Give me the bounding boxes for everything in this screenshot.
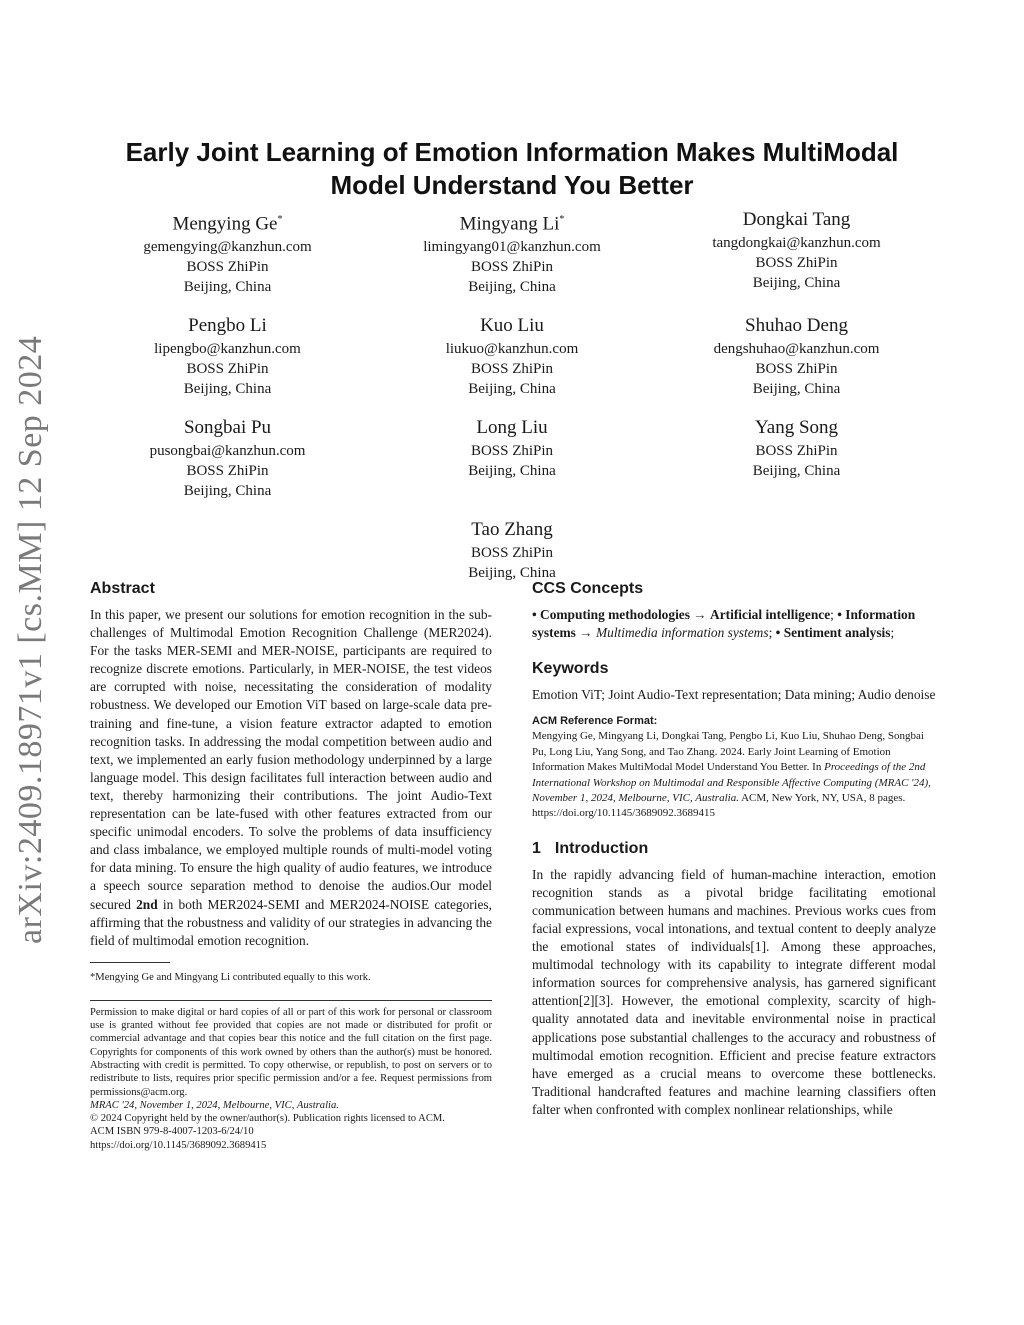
author-email: liukuo@kanzhun.com [445, 341, 579, 358]
ranking-bold: 2nd [136, 896, 158, 912]
permission-text: Permission to make digital or hard copies of all or part of this work for personal or classroom use is granted without fee provided that copies are not made or distributed for profit or commercial advantage and that copies bear this notice and the full citation on the first page. Copyrights for components of this work owned by others than the author(s) must be honored. Abstracting with credit is permitted. To copy otherwise, or republish, to post on servers or to redistribute to lists, requires prior specific permission and/or a fee. Request permissions from permissions@acm.org. [90, 1006, 492, 1098]
acm-reference-heading: ACM Reference Format: [532, 715, 658, 728]
arxiv-stamp: arXiv:2409.18971v1 [cs.MM] 12 Sep 2024 [12, 335, 49, 944]
author-org: BOSS ZhiPin [470, 545, 554, 562]
keywords-text: Emotion ViT; Joint Audio-Text representation; Data mining; Audio denoise [532, 687, 936, 703]
left-column [90, 578, 492, 1152]
author-row [90, 207, 934, 297]
author-name: Pengbo Li [188, 315, 267, 337]
author-org: BOSS ZhiPin [186, 259, 269, 276]
author-card [375, 207, 650, 297]
author-card [90, 415, 365, 501]
venue-line: MRAC '24, November 1, 2024, Melbourne, VIC, Australia. [90, 1099, 339, 1111]
author-row [90, 313, 934, 399]
title-line-1: Early Joint Learning of Emotion Information Makes MultiModal [125, 137, 899, 167]
author-name: Mengying Ge [172, 213, 278, 235]
author-location: Beijing, China [752, 275, 841, 291]
isbn-line: ACM ISBN 979-8-4007-1203-6/24/10 [90, 1126, 254, 1138]
author-email: gemengying@kanzhun.com [143, 239, 312, 256]
author-card [375, 313, 650, 399]
author-block [90, 207, 934, 599]
equal-contribution-footnote: *Mengying Ge and Mingyang Li contributed equally to this work. [90, 971, 371, 983]
author-card [90, 207, 365, 297]
ccs-concepts: • Computing methodologies → Artificial intelligence; • Information systems → Multimedia information systems; • Sentiment analysis; [532, 607, 916, 641]
copyright-line: © 2024 Copyright held by the owner/author(s). Publication rights licensed to ACM. [90, 1113, 445, 1125]
author-location: Beijing, China [183, 279, 272, 296]
author-email: tangdongkai@kanzhun.com [712, 235, 881, 251]
author-location: Beijing, China [752, 381, 841, 398]
author-location: Beijing, China [468, 463, 556, 480]
introduction-heading: 1 Introduction [532, 839, 649, 857]
author-location: Beijing, China [183, 381, 272, 398]
author-row [90, 517, 934, 583]
author-org: BOSS ZhiPin [186, 361, 269, 378]
author-email: pusongbai@kanzhun.com [149, 443, 306, 460]
right-column [532, 578, 936, 1119]
author-location: Beijing, China [183, 483, 272, 500]
author-name: Shuhao Deng [745, 315, 848, 337]
paper-title [80, 136, 944, 202]
author-org: BOSS ZhiPin [470, 443, 554, 460]
keywords-heading: Keywords [532, 660, 609, 678]
author-card [659, 207, 934, 297]
author-org: BOSS ZhiPin [755, 443, 838, 460]
author-org: BOSS ZhiPin [755, 361, 838, 378]
author-row [90, 415, 934, 501]
title-line-2: Model Understand You Better [330, 170, 694, 200]
author-name: Yang Song [754, 417, 839, 439]
author-card [90, 313, 365, 399]
author-location: Beijing, China [468, 279, 556, 296]
author-name: Dongkai Tang [742, 209, 851, 230]
equal-contribution-mark: * [277, 214, 283, 225]
author-name: Long Liu [476, 417, 548, 439]
author-location: Beijing, China [468, 381, 556, 398]
footnote-divider [90, 962, 170, 963]
author-org: BOSS ZhiPin [186, 463, 269, 480]
author-card [659, 313, 934, 399]
acm-reference-text: Mengying Ge, Mingyang Li, Dongkai Tang, Pengbo Li, Kuo Liu, Shuhao Deng, Songbai Pu, Long Liu, Yang Song, and Tao Zhang. 2024. Early Joint Learning of Emotion Information Makes MultiModal Model Understand You Better. In Proceedings of the 2nd International Workshop on Multimodal and Responsible Affective Computing (MRAC '24), November 1, 2024, Melbourne, VIC, Australia. ACM, New York, NY, USA, 8 pages. https://doi.org/10.1145/3689092.3689415 [532, 730, 931, 820]
author-org: BOSS ZhiPin [470, 259, 554, 276]
author-card [375, 415, 650, 501]
author-email: lipengbo@kanzhun.com [154, 341, 301, 358]
author-email: limingyang01@kanzhun.com [423, 239, 601, 256]
author-card [375, 517, 650, 583]
section-number: 1 [532, 839, 541, 857]
author-name: Mingyang Li [459, 213, 560, 235]
abstract-heading: Abstract [90, 580, 155, 597]
author-name: Kuo Liu [480, 315, 544, 337]
author-email: dengshuhao@kanzhun.com [713, 341, 880, 358]
author-card [659, 415, 934, 501]
ccs-heading: CCS Concepts [532, 580, 644, 597]
equal-contribution-mark: * [559, 214, 565, 225]
author-org: BOSS ZhiPin [755, 255, 838, 271]
author-location: Beijing, China [752, 463, 841, 480]
author-org: BOSS ZhiPin [470, 361, 554, 378]
abstract-text: In this paper, we present our solutions for emotion recognition in the sub-challenges of Multimodal Emotion Recognition Challenge (MER2024). For the tasks MER-SEMI and MER-NOISE, participants are required to recognize discrete emotions. Particularly, in MER-NOISE, the test videos are corrupted with noise, necessitating the consideration of modality robustness. We developed our Emotion ViT based on large-scale data pre-training and fine-tune, a vision feature extractor adapted to emotion recognition tasks. In addressing the modal competition between audio and text, we implemented an early fusion methodology underpinned by a large language model. This design facilitates full interaction between audio and text, thereby harmonizing their contributions. The joint Audio-Text representation can be late-fused with other features extracted from our specific unimodal encoders. To solve the problems of data insufficiency and class imbalance, we employed multiple rounds of multi-model voting for data mining. To ensure the high quality of audio features, we introduce a speech source separation method to denoise the audios.Our model secured 2nd in both MER2024-SEMI and MER2024-NOISE categories, affirming that the robustness and validity of our strategies in advancing the field of multimodal emotion recognition. [90, 607, 492, 948]
author-name: Tao Zhang [471, 519, 553, 541]
permission-divider [90, 1000, 492, 1001]
author-name: Songbai Pu [183, 417, 272, 439]
author-location: Beijing, China [468, 565, 556, 582]
doi-link[interactable]: https://doi.org/10.1145/3689092.3689415 [90, 1139, 267, 1151]
introduction-text: In the rapidly advancing field of human-machine interaction, emotion recognition stands as a pivotal bridge facilitating emotional communication between humans and machines. Previous works cues from facial expressions, vocal intonations, and textual content to deeply analyze the emotional states of individuals[1]. Among these approaches, multimodal technology with its capability to integrate different modal information sources for comprehensive analysis, has garnered significant attention[2][3]. However, the emotional complexity, scarcity of high-quality annotated data and inevitable environmental noise in practical applications pose substantial challenges to the accuracy and robustness of multimodal emotion recognition. Efficient and precise feature extractors have emerged as a crucial means to overcome these bottlenecks. Traditional handcrafted features and machine learning classifiers often falter when confronted with complex nonlinear relationships, while [532, 866, 936, 1117]
